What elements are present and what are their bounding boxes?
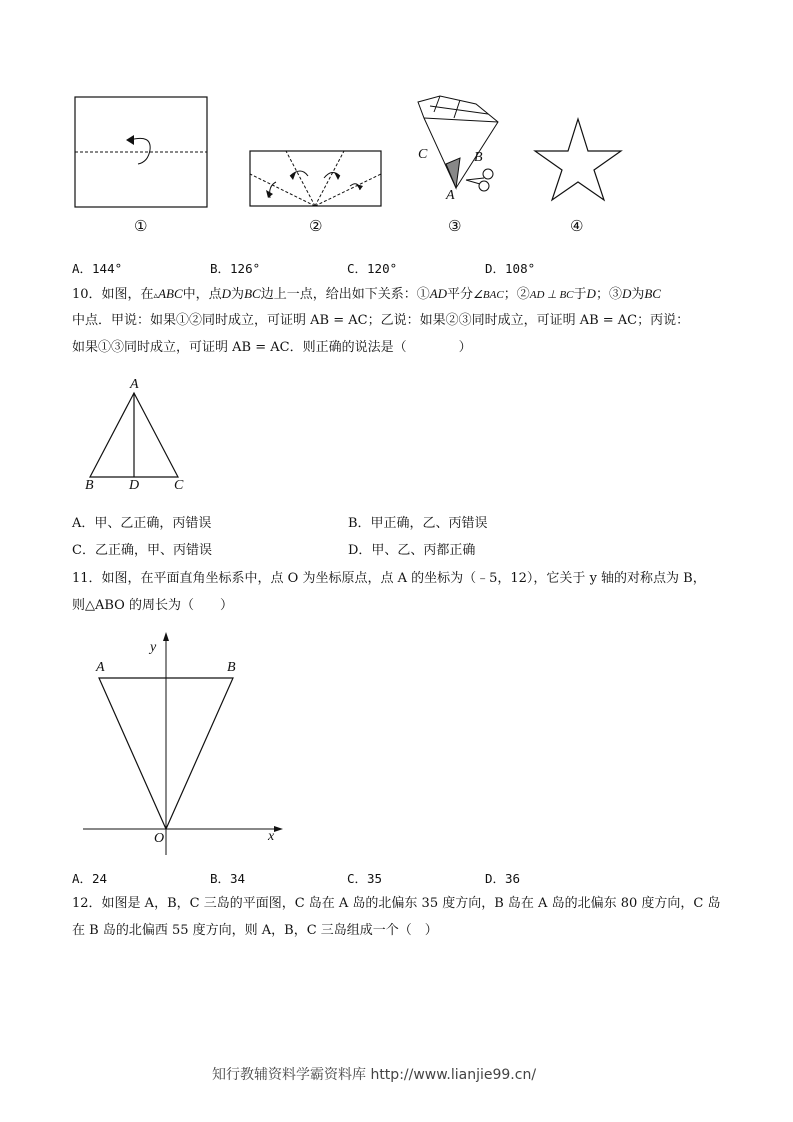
q11-option-b: B．34 bbox=[210, 871, 246, 886]
fig3-label-b: B bbox=[474, 150, 483, 165]
q10-option-b: B．甲正确，乙、丙错误 bbox=[348, 516, 488, 531]
q10-line-2: 中点．甲说：如果①②同时成立，可证明 AB = AC；乙说：如果②③同时成立，可证明 AB = AC；丙说： bbox=[72, 313, 690, 328]
q11-label-a: A bbox=[96, 660, 105, 675]
q9-option-a: A．144° bbox=[72, 261, 123, 276]
q10-option-c: C．乙正确，甲、丙错误 bbox=[72, 543, 212, 558]
q10-line-1: 10．如图，在▵ABC中，点D为BC边上一点，给出如下关系：①AD平分∠BAC；②AD ⊥ BC于D；③D为BC bbox=[72, 286, 661, 302]
q10-label-d: D bbox=[129, 478, 140, 493]
fold-figure-2 bbox=[246, 146, 386, 210]
q11-label-o: O bbox=[154, 831, 165, 846]
q9-option-c: C．120° bbox=[347, 261, 398, 276]
fold-figure-1 bbox=[70, 92, 215, 212]
fig-label-1: ① bbox=[134, 217, 148, 235]
q12-line-2: 在 B 岛的北偏西 55 度方向，则 A，B，C 三岛组成一个（ ） bbox=[72, 923, 438, 938]
q10-line-3: 如果①③同时成立，可证明 AB = AC．则正确的说法是（ ） bbox=[72, 340, 472, 355]
coordinate-figure bbox=[80, 630, 285, 860]
fig3-label-a: A bbox=[446, 188, 455, 203]
fig-label-4: ④ bbox=[570, 217, 584, 235]
fig-label-2: ② bbox=[309, 217, 323, 235]
fig-label-3: ③ bbox=[448, 217, 462, 235]
page-footer: 知行教辅资料学霸资料库 http://www.lianjie99.cn/ bbox=[212, 1067, 537, 1083]
q11-option-d: D．36 bbox=[485, 871, 521, 886]
q11-label-b: B bbox=[227, 660, 236, 675]
q11-label-x: x bbox=[268, 829, 275, 844]
fig3-label-c: C bbox=[418, 147, 428, 162]
star-figure-4 bbox=[532, 114, 626, 202]
q12-line-1: 12．如图是 A，B，C 三岛的平面图，C 岛在 A 岛的北偏东 35 度方向，B 岛在 A 岛的北偏东 80 度方向，C 岛 bbox=[72, 896, 721, 911]
q10-option-d: D．甲、乙、丙都正确 bbox=[348, 543, 476, 558]
q9-option-d: D．108° bbox=[485, 261, 536, 276]
q9-option-b: B．126° bbox=[210, 261, 261, 276]
q11-option-c: C．35 bbox=[347, 871, 383, 886]
q10-label-c: C bbox=[174, 478, 184, 493]
q11-line-2: 则△ABO 的周长为（ ） bbox=[72, 598, 233, 613]
q10-option-a: A．甲、乙正确，丙错误 bbox=[72, 516, 212, 531]
q11-label-y: y bbox=[150, 640, 157, 655]
q11-line-1: 11．如图，在平面直角坐标系中，点 O 为坐标原点，点 A 的坐标为（﹣5，12），它关于 y 轴的对称点为 B， bbox=[72, 571, 706, 586]
q10-label-b: B bbox=[85, 478, 94, 493]
triangle-abc-figure bbox=[84, 385, 188, 481]
q10-label-a: A bbox=[130, 377, 139, 392]
q11-option-a: A．24 bbox=[72, 871, 108, 886]
